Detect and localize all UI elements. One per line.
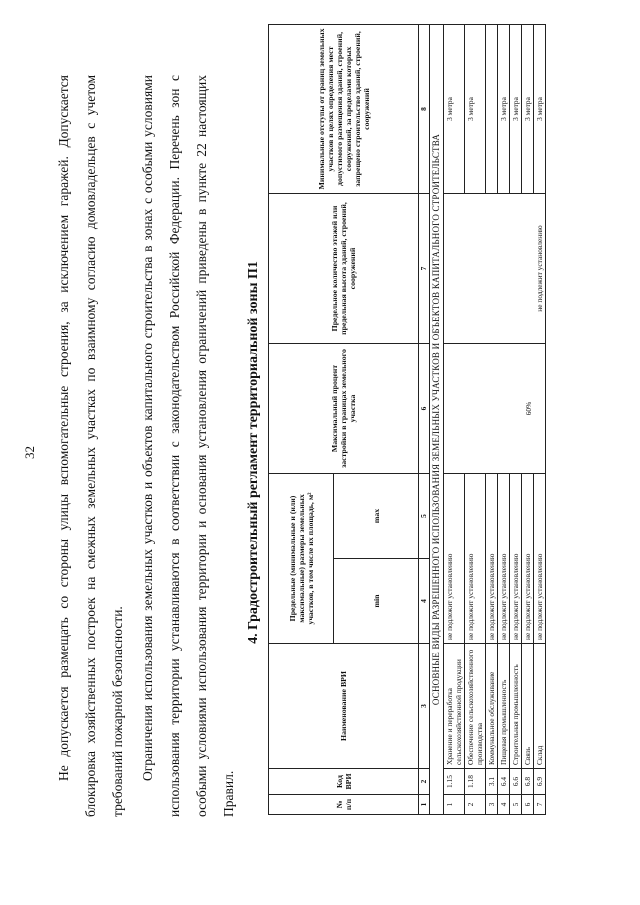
paragraph-2: Ограничения использования земельных участков и объектов капитального строительства в зонах с особыми условиями использования территории устанавливаются в соответствии с законодательством Российской Федерации. Перечень зон с особыми условиями использования территории и основания установления ограничений приведены в пункте 22 настоящих Правил. [140, 75, 236, 817]
col-number: 1 [419, 795, 430, 815]
row-size: не подлежит установлению [486, 473, 498, 643]
row-size: не подлежит установлению [498, 473, 510, 643]
max-floors-cell: не подлежит установлению [444, 193, 546, 343]
header-floors: Предельное количество этажей или предельная высота зданий, строений, сооружений [269, 193, 419, 343]
row-name: Склад [534, 644, 546, 769]
row-code: 1.15 [444, 769, 465, 795]
row-setback: 3 метра [444, 24, 465, 193]
col-number: 7 [419, 193, 430, 343]
row-setback [486, 24, 498, 193]
header-min: min [334, 559, 419, 644]
row-size: не подлежит установлению [444, 473, 465, 643]
regulation-table [268, 24, 546, 815]
row-size: не подлежит установлению [510, 473, 522, 643]
row-setback: 3 метра [465, 24, 486, 193]
row-size: не подлежит установлению [534, 473, 546, 643]
row-size: не подлежит установлению [465, 473, 486, 643]
page-number: 32 [22, 446, 37, 459]
row-code: 6.9 [534, 769, 546, 795]
row-code: 1.18 [465, 769, 486, 795]
row-code: 3.1 [486, 769, 498, 795]
row-num: 3 [486, 795, 498, 815]
row-num: 6 [522, 795, 534, 815]
max-percent-cell: 60% [444, 343, 546, 473]
row-code: 6.6 [510, 769, 522, 795]
row-name: Строительная промышленность [510, 644, 522, 769]
row-name: Обеспечение сельскохозяйственного производства [465, 644, 486, 769]
row-num: 5 [510, 795, 522, 815]
row-code: 6.8 [522, 769, 534, 795]
column-number-row [419, 24, 430, 814]
header-num: № п/п [269, 795, 419, 815]
col-number: 6 [419, 343, 430, 473]
header-max: max [334, 473, 419, 558]
row-setback: 3 метра [498, 24, 510, 193]
col-number: 5 [419, 473, 430, 558]
table-row [444, 24, 465, 814]
row-num: 1 [444, 795, 465, 815]
col-number: 2 [419, 769, 430, 795]
header-percent: Максимальный процент застройки в границах земельного участка [269, 343, 419, 473]
header-code: Код ВРИ [269, 769, 419, 795]
row-setback: 3 метра [522, 24, 534, 193]
section-heading: 4. Градостроительный регламент территориальной зоны П1 [246, 261, 261, 644]
row-code: 6.4 [498, 769, 510, 795]
header-setback: Минимальные отступы от границ земельных участков в целях определения мест допустимого размещения зданий, строений, сооружений, за пределами которых запрещено строительство зданий, строений, сооружений [269, 24, 419, 193]
row-num: 2 [465, 795, 486, 815]
row-setback: 3 метра [510, 24, 522, 193]
row-name: Коммунальное обслуживание [486, 644, 498, 769]
row-num: 7 [534, 795, 546, 815]
row-setback: 3 метра [534, 24, 546, 193]
header-size: Предельные (минимальные и (или) максимальные) размеры земельных участков, в том числе их площадь, м² [269, 473, 334, 643]
col-number: 8 [419, 24, 430, 193]
row-name: Хранение и переработка сельскохозяйственной продукции [444, 644, 465, 769]
row-num: 4 [498, 795, 510, 815]
section-title: ОСНОВНЫЕ ВИДЫ РАЗРЕШЕННОГО ИСПОЛЬЗОВАНИЯ ЗЕМЕЛЬНЫХ УЧАСТКОВ И ОБЪЕКТОВ КАПИТАЛЬНОГО СТРОИТЕЛЬСТВА [430, 24, 444, 814]
col-number: 3 [419, 644, 430, 769]
col-number: 4 [419, 559, 430, 644]
row-size: не подлежит установлению [522, 473, 534, 643]
row-name: Пищевая промышленность [498, 644, 510, 769]
row-name: Связь [522, 644, 534, 769]
paragraph-1: Не допускается размещать со стороны улицы вспомогательные строения, за исключением гаражей. Допускается блокировка хозяйственных построек на смежных земельных участках по взаимному согласию домовладельцев с учетом требований пожарной безопасности. [56, 75, 125, 817]
header-name: Наименование ВРИ [269, 644, 419, 769]
